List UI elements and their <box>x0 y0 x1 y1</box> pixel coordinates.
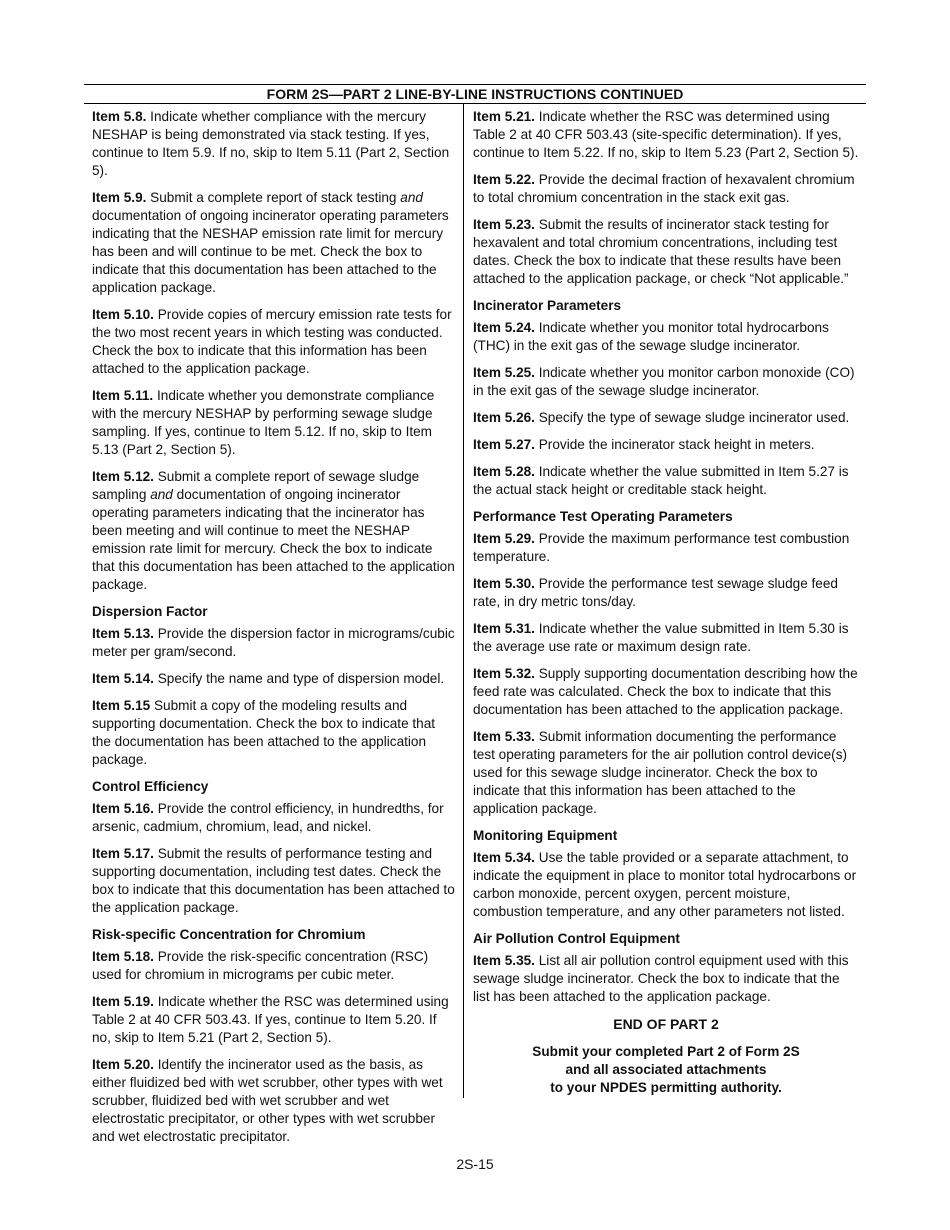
item-text: Provide the dispersion factor in micrograms/cubic meter per gram/second. <box>92 626 455 659</box>
instruction-item-5-27 <box>473 436 859 454</box>
item-text: Indicate whether the RSC was determined using Table 2 at 40 CFR 503.43. If yes, continue to Item 5.20. If no, skip to Item 5.21 (Part 2, Section 5). <box>92 994 449 1045</box>
item-label: Item 5.20. <box>92 1057 154 1072</box>
end-of-part-title: END OF PART 2 <box>613 1016 719 1032</box>
item-text: Submit a complete report of sewage sludge sampling <box>92 469 420 502</box>
instruction-item-5-18 <box>92 948 455 984</box>
item-label: Item 5.29. <box>473 531 535 546</box>
item-label: Item 5.31. <box>473 621 535 636</box>
item-label: Item 5.17. <box>92 846 154 861</box>
section-heading-control-efficiency: Control Efficiency <box>92 779 209 794</box>
section-heading-incinerator-parameters: Incinerator Parameters <box>473 298 622 313</box>
form-header-title: FORM 2S—PART 2 LINE-BY-LINE INSTRUCTIONS CONTINUED <box>266 86 684 102</box>
instruction-item-5-34 <box>473 849 859 921</box>
item-text: Provide copies of mercury emission rate tests for the two most recent years in which testing was conducted. Check the box to indicate that this information has been attached to the application package. <box>92 307 452 376</box>
item-text: Submit information documenting the performance test operating parameters for the air pollution control device(s) used for this sewage sludge incinerator. Check the box to indicate that this information has been attached to the application package. <box>473 729 848 816</box>
instruction-item-5-29 <box>473 530 859 566</box>
instruction-item-5-23 <box>473 216 859 288</box>
instruction-item-5-31 <box>473 620 859 656</box>
item-label: Item 5.23. <box>473 217 535 232</box>
instruction-item-5-16 <box>92 800 455 836</box>
item-text: Provide the control efficiency, in hundredths, for arsenic, cadmium, chromium, lead, and nickel. <box>92 801 444 834</box>
submit-instruction-line-2: and all associated attachments <box>565 1062 767 1077</box>
item-label: Item 5.30. <box>473 576 535 591</box>
item-label: Item 5.34. <box>473 850 535 865</box>
item-text: Submit the results of performance testing and supporting documentation, including test dates. Check the box to indicate that this documentation has been attached to the application package. <box>92 846 455 915</box>
item-label: Item 5.22. <box>473 172 535 187</box>
item-label: Item 5.13. <box>92 626 154 641</box>
end-of-part-block <box>473 1015 859 1097</box>
instruction-item-5-35 <box>473 952 859 1006</box>
item-text: Submit a copy of the modeling results and supporting documentation. Check the box to indicate that the documentation has been attached to the application package. <box>92 698 436 767</box>
instruction-item-5-15 <box>92 697 455 769</box>
item-label: Item 5.15 <box>92 698 151 713</box>
item-text: Provide the risk-specific concentration (RSC) used for chromium in micrograms per cubic meter. <box>92 949 429 982</box>
item-text: Specify the name and type of dispersion model. <box>153 671 445 686</box>
instruction-item-5-19 <box>92 993 455 1047</box>
instruction-item-5-30 <box>473 575 859 611</box>
item-text: Provide the incinerator stack height in meters. <box>534 437 815 452</box>
instruction-item-5-14 <box>92 670 455 688</box>
item-label: Item 5.11. <box>92 388 154 403</box>
item-text-continued: documentation of ongoing incinerator operating parameters indicating that the NESHAP emission rate limit for mercury has been and will continue to be met. Check the box to indicate that this documentation has been attached to the application package. <box>92 208 449 295</box>
column-divider <box>463 104 464 1098</box>
instruction-item-5-8 <box>92 108 455 180</box>
instruction-item-5-25 <box>473 364 859 400</box>
submit-instruction-line-3: to your NPDES permitting authority. <box>550 1080 782 1095</box>
item-text: Indicate whether you monitor total hydrocarbons (THC) in the exit gas of the sewage sludge incinerator. <box>473 320 829 353</box>
item-text: Identify the incinerator used as the basis, as either fluidized bed with wet scrubber, other types with wet scrubber, fluidized bed with wet scrubber and wet electrostatic precipitator, or other types with wet scrubber and wet electrostatic precipitator. <box>92 1057 443 1144</box>
form-header <box>84 84 866 104</box>
item-text: Provide the maximum performance test combustion temperature. <box>473 531 850 564</box>
item-label: Item 5.25. <box>473 365 535 380</box>
instruction-item-5-32 <box>473 665 859 719</box>
section-heading-risk-specific-concentration-for-chromium: Risk-specific Concentration for Chromium <box>92 927 366 942</box>
item-emphasis: and <box>150 487 173 502</box>
item-label: Item 5.12. <box>92 469 154 484</box>
instruction-item-5-12 <box>92 468 455 594</box>
instruction-item-5-28 <box>473 463 859 499</box>
page-number: 2S-15 <box>456 1156 494 1172</box>
section-heading-air-pollution-control-equipment: Air Pollution Control Equipment <box>473 931 680 946</box>
submit-instruction-line-1: Submit your completed Part 2 of Form 2S <box>532 1044 800 1059</box>
item-text: Indicate whether you monitor carbon monoxide (CO) in the exit gas of the sewage sludge incinerator. <box>473 365 855 398</box>
item-text: Provide the performance test sewage sludge feed rate, in dry metric tons/day. <box>473 576 838 609</box>
instruction-item-5-13 <box>92 625 455 661</box>
item-label: Item 5.24. <box>473 320 535 335</box>
item-text: Use the table provided or a separate attachment, to indicate the equipment in place to monitor total hydrocarbons or carbon monoxide, percent oxygen, percent moisture, combustion temperature, and any other parameters not listed. <box>473 850 857 919</box>
instruction-item-5-9 <box>92 189 455 297</box>
instruction-item-5-10 <box>92 306 455 378</box>
item-label: Item 5.19. <box>92 994 154 1009</box>
instruction-item-5-33 <box>473 728 859 818</box>
item-label: Item 5.18. <box>92 949 154 964</box>
instruction-item-5-17 <box>92 845 455 917</box>
item-text: Indicate whether you demonstrate compliance with the mercury NESHAP by performing sewage sludge sampling. If yes, continue to Item 5.12. If no, skip to Item 5.13 (Part 2, Section 5). <box>92 388 435 457</box>
right-column-items <box>473 108 859 1006</box>
item-label: Item 5.21. <box>473 109 535 124</box>
section-heading-performance-test-operating-parameters: Performance Test Operating Parameters <box>473 509 733 524</box>
item-text: Indicate whether compliance with the mercury NESHAP is being demonstrated via stack testing. If yes, continue to Item 5.9. If no, skip to Item 5.11 (Part 2, Section 5). <box>92 109 450 178</box>
item-text: Indicate whether the RSC was determined using Table 2 at 40 CFR 503.43 (site-specific determination). If yes, continue to Item 5.22. If no, skip to Item 5.23 (Part 2, Section 5). <box>473 109 859 160</box>
item-text: Submit a complete report of stack testing <box>146 190 401 205</box>
item-label: Item 5.26. <box>473 410 535 425</box>
left-column <box>92 104 455 1155</box>
item-label: Item 5.35. <box>473 953 535 968</box>
instruction-item-5-24 <box>473 319 859 355</box>
instruction-item-5-26 <box>473 409 859 427</box>
item-emphasis: and <box>400 190 423 205</box>
item-label: Item 5.9. <box>92 190 147 205</box>
item-text-continued: documentation of ongoing incinerator operating parameters indicating that the incinerator has been meeting and will continue to meet the NESHAP emission rate limit for mercury. Check the box to indicate that this documentation has been attached to the application package. <box>92 487 455 592</box>
instruction-item-5-11 <box>92 387 455 459</box>
item-text: Specify the type of sewage sludge incinerator used. <box>534 410 850 425</box>
section-heading-monitoring-equipment: Monitoring Equipment <box>473 828 618 843</box>
item-label: Item 5.14. <box>92 671 154 686</box>
item-label: Item 5.28. <box>473 464 535 479</box>
item-text: Submit the results of incinerator stack testing for hexavalent and total chromium concentrations, including test dates. Check the box to indicate that these results have been attached to the application package, or check “Not applicable.” <box>473 217 849 286</box>
item-label: Item 5.27. <box>473 437 535 452</box>
item-label: Item 5.8. <box>92 109 147 124</box>
item-text: Indicate whether the value submitted in Item 5.27 is the actual stack height or creditable stack height. <box>473 464 849 497</box>
section-heading-dispersion-factor: Dispersion Factor <box>92 604 208 619</box>
item-label: Item 5.16. <box>92 801 154 816</box>
instruction-item-5-20 <box>92 1056 455 1146</box>
item-text: List all air pollution control equipment used with this sewage sludge incinerator. Check the box to indicate that the list has been attached to the application package. <box>473 953 849 1004</box>
item-label: Item 5.10. <box>92 307 154 322</box>
item-label: Item 5.32. <box>473 666 535 681</box>
instruction-item-5-22 <box>473 171 859 207</box>
right-column <box>473 104 859 1097</box>
item-label: Item 5.33. <box>473 729 535 744</box>
item-text: Supply supporting documentation describing how the feed rate was calculated. Check the box to indicate that this documentation has been attached to the application package. <box>473 666 858 717</box>
instruction-item-5-21 <box>473 108 859 162</box>
item-text: Indicate whether the value submitted in Item 5.30 is the average use rate or maximum design rate. <box>473 621 849 654</box>
item-text: Provide the decimal fraction of hexavalent chromium to total chromium concentration in the stack exit gas. <box>473 172 855 205</box>
